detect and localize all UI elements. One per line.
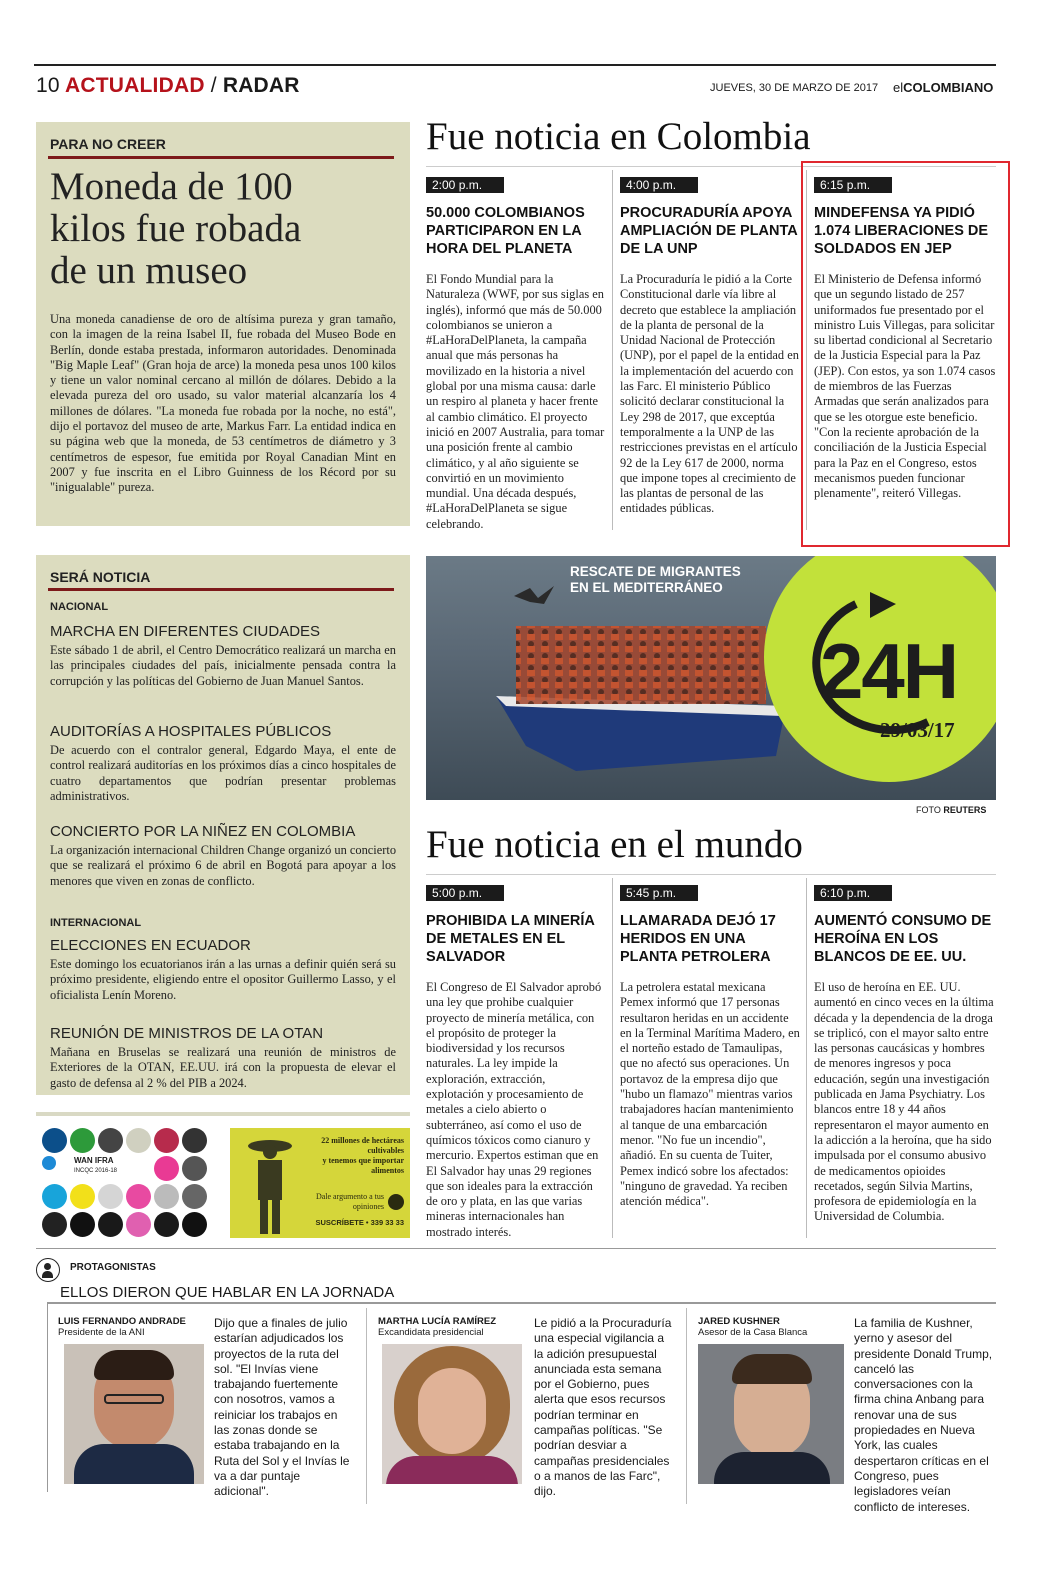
sera-noticia-headline: MARCHA EN DIFERENTES CIUDADES xyxy=(50,623,321,640)
protagonist-card-3[interactable] xyxy=(698,1316,998,1516)
person-role: Asesor de la Casa Blanca xyxy=(698,1327,808,1338)
para-no-creer-title[interactable]: Moneda de 100 kilos fue robada de un museo xyxy=(50,165,302,292)
sera-noticia-item[interactable] xyxy=(50,823,396,889)
news-headline[interactable]: PROHIBIDA LA MINERÍA DE METALES EN EL SALVADOR xyxy=(426,913,595,965)
photo-credit: FOTO REUTERS xyxy=(916,805,987,815)
top-rule xyxy=(34,64,996,66)
person-name: JARED KUSHNER xyxy=(698,1316,780,1327)
sera-noticia-item[interactable] xyxy=(50,623,396,689)
person-name: LUIS FERNANDO ANDRADE xyxy=(58,1316,186,1327)
protagonistas-subtitle: ELLOS DIERON QUE HABLAR EN LA JORNADA xyxy=(60,1284,395,1301)
person-quote: Dijo que a finales de julio estarían adjudicados los proyectos de la ruta del sol. "El Invías viene trabajando fuertemente con nosotros, vamos a reiniciar los trabajos en las zonas donde se estaba trabajando en la Ruta del Sol y el Invías le va a dar puntaje adicional". xyxy=(214,1316,350,1499)
mundo-top-rule xyxy=(426,874,996,875)
news-headline[interactable]: 50.000 COLOMBIANOS PARTICIPARON EN LA HORA DEL PLANETA xyxy=(426,205,585,257)
person-photo xyxy=(698,1344,844,1484)
sera-noticia-kicker: SERÁ NOTICIA xyxy=(50,569,151,585)
column-divider xyxy=(686,1308,687,1504)
news-headline[interactable]: LLAMARADA DEJÓ 17 HERIDOS EN UNA PLANTA PETROLERA xyxy=(620,913,776,965)
page-number: 10 xyxy=(36,74,60,97)
issue-date: JUEVES, 30 DE MARZO DE 2017 xyxy=(710,82,879,94)
sera-noticia-body: Este sábado 1 de abril, el Centro Democrático realizará un marcha en las principales ciudades del país, inicialmente pensada contra la corrupción y las políticas del Gobierno de Juan Manuel Santos. xyxy=(50,643,396,688)
sera-noticia-body: La organización internacional Children Change organizó un concierto que se realizará el próximo 6 de abril en Bogotá para apoyar a los menores que viven en zonas de conflicto. xyxy=(50,843,397,888)
protagonistas-left-rule xyxy=(47,1302,48,1492)
migrants-photo[interactable] xyxy=(426,556,996,800)
ad-headline: 22 millones de hectáreas cultivables y tenemos que importar alimentos xyxy=(321,1136,404,1175)
column-divider xyxy=(806,878,807,1238)
sera-noticia-headline: ELECCIONES EN ECUADOR xyxy=(50,937,251,954)
news-body: El Ministerio de Defensa informó que un segundo listado de 257 uniformados fue presentado por el ministro Luis Villegas, para solicitar su libertad condicional al Secretario de la Justicia Especial para la Paz (JEP). Con estos, ya son 1.074 casos de miembros de las Fuerzas Armadas que serán analizados para que se les otorgue este beneficio. "Con la reciente aprobación de la conciliación de la Justicia Especial para la Paz en el Congreso, estos mecanismos pueden funcionar plenamente", reiteró Villegas. xyxy=(814,272,996,501)
person-role: Presidente de la ANI xyxy=(58,1327,145,1338)
protagonistas-box xyxy=(48,1302,996,1304)
mundo-section-title: Fue noticia en el mundo xyxy=(426,823,803,866)
internacional-label: INTERNACIONAL xyxy=(50,917,142,929)
mundo-item-2[interactable] xyxy=(620,884,800,1209)
time-badge: 5:00 p.m. xyxy=(426,885,504,901)
registration-brand: WAN IFRA xyxy=(74,1156,114,1165)
sera-noticia-body: Este domingo los ecuatorianos irán a las urnas a definir quién será su próximo presidente, eligiendo entre el opositor Guillermo Lasso, y el oficialista Lenín Moreno. xyxy=(50,957,396,1002)
time-badge: 6:15 p.m. xyxy=(814,177,892,193)
person-icon xyxy=(36,1258,60,1282)
clock-icon xyxy=(388,1194,404,1210)
person-name: MARTHA LUCÍA RAMÍREZ xyxy=(378,1316,497,1327)
colombia-section-title: Fue noticia en Colombia xyxy=(426,115,811,158)
ad-subscribe[interactable]: SUSCRÍBETE • 339 33 33 xyxy=(315,1218,404,1227)
mundo-item-1[interactable] xyxy=(426,884,606,1240)
time-badge: 5:45 p.m. xyxy=(620,885,698,901)
person-quote: La familia de Kushner, yerno y asesor del presidente Donald Trump, canceló las conversaciones con la firma china Anbang para renovar una de sus propiedades en Nueva York, las cuales despertaron críticas en el Congreso, pues legisladores veían conflicto de intereses. xyxy=(854,1316,993,1514)
badge-24h-text: 24H xyxy=(820,627,958,715)
registration-sub: INCQC 2016-18 xyxy=(74,1168,118,1174)
registration-divider xyxy=(36,1112,410,1116)
badge-date: 29/03/17 xyxy=(880,718,955,742)
kicker-rule xyxy=(48,588,394,591)
subsection-name[interactable]: RADAR xyxy=(222,74,300,97)
page-header xyxy=(36,74,300,98)
person-photo xyxy=(64,1344,204,1484)
newspaper-logo[interactable]: elCOLOMBIANO xyxy=(893,80,994,95)
sera-noticia-body: De acuerdo con el contralor general, Edgardo Maya, el ente de control realizará auditorías en los próximos días a cinco hospitales de cuatro departamentos que podrían presentar problemas administrativos. xyxy=(50,743,396,803)
kicker-rule xyxy=(48,156,394,159)
time-badge: 6:10 p.m. xyxy=(814,885,892,901)
farmer-silhouette-icon xyxy=(240,1134,300,1234)
subscription-ad[interactable] xyxy=(230,1128,410,1238)
news-body: La Procuraduría le pidió a la Corte Constitucional darle vía libre al decreto que establece la ampliación de la planta de personal de la Unidad Nacional de Protección (UNP), por el papel de la entidad en la implementación del acuerdo con las Farc. El ministerio Público solicitó declarar constitucional la Ley 298 de 2017, que exceptúa temporalmente a la UNP de las restricciones previstas en el artículo 92 de la Ley 617 de 2000, norma que impone topes al crecimiento de las plantas de personal de las entidades públicas. xyxy=(620,272,799,516)
nacional-label: NACIONAL xyxy=(50,601,109,613)
person-role: Excandidata presidencial xyxy=(378,1327,484,1338)
protagonist-card-2[interactable] xyxy=(378,1316,678,1516)
person-photo xyxy=(382,1344,522,1484)
header-separator: / xyxy=(210,74,217,97)
para-no-creer-body: Una moneda canadiense de oro de altísima pureza y gran tamaño, con la imagen de la reina Isabel II, fue robada del Museo Bode en Berlín, donde estaba prestada, informaron autoridades. Denominada "Big Maple Leaf" (Gran hoja de arce) la moneda pesa unos 100 kilos y tiene un valor nominal cercano al millón de dólares. Debido a la elevada pureza del oro usado, su valor material alcanzaría los 4 millones de dólares. "La moneda fue robada por la noche, no está", dijo el portavoz del museo de arte, Markus Farr. La entidad indica en su página web que la moneda, de 53 centímetros de diámetro y 3 centímetros de espesor, fue emitida por Royal Canadian Mint en 2007 y fue inscrita en el Libro Guinness de los Récord por su "inigualable" pureza. xyxy=(50,312,396,495)
news-headline[interactable]: PROCURADURÍA APOYA AMPLIACIÓN DE PLANTA DE LA UNP xyxy=(620,205,798,257)
photo-caption: RESCATE DE MIGRANTES EN EL MEDITERRÁNEO xyxy=(570,564,741,595)
news-headline[interactable]: MINDEFENSA YA PIDIÓ 1.074 LIBERACIONES DE SOLDADOS EN JEP xyxy=(814,205,989,257)
sera-noticia-item[interactable] xyxy=(50,1025,396,1091)
colombia-item-3[interactable] xyxy=(814,176,996,501)
para-no-creer-box xyxy=(36,122,410,526)
ad-cta: Dale argumento a tus opiniones xyxy=(315,1192,384,1211)
news-body: La petrolera estatal mexicana Pemex informó que 17 personas resultaron heridas en un accidente en la Terminal Marítima Madero, en el norteño estado de Tamaulipas, que no afectó sus operaciones. Un portavoz de la empresa dijo que "hubo un flamazo" mientras varios trabajadores hacían mantenimiento al tanque de una embarcación menor. "No fue un incendio", añadió. En su cuenta de Tuiter, Pemex indicó sobre los afectados: "ninguno de gravedad. Ya reciben atención médica". xyxy=(620,980,800,1209)
section-name[interactable]: ACTUALIDAD xyxy=(65,74,205,97)
time-badge: 4:00 p.m. xyxy=(620,177,698,193)
colombia-item-2[interactable] xyxy=(620,176,800,517)
sera-noticia-headline: REUNIÓN DE MINISTROS DE LA OTAN xyxy=(50,1025,324,1042)
person-quote: Le pidió a la Procuraduría una especial vigilancia a la adición presupuestal anunciada esta semana por el Gobierno, pues alerta que esos recursos podrían terminar en campañas políticas. "Se podrían desviar a campañas presidenciales o a manos de las Farc", dijo. xyxy=(534,1316,672,1499)
sera-noticia-body: Mañana en Bruselas se realizará una reunión de ministros de Exteriores de la OTAN, EE.UU. irá con la propuesta de elevar el gasto de defensa al 2 % del PIB a 2024. xyxy=(50,1045,396,1090)
sera-noticia-item[interactable] xyxy=(50,723,396,804)
time-badge: 2:00 p.m. xyxy=(426,177,504,193)
protagonistas-kicker: PROTAGONISTAS xyxy=(70,1262,156,1273)
news-body: El Congreso de El Salvador aprobó una ley que prohibe cualquier proyecto de minería metálica, con el propósito de proteger la biodiversidad y los recursos naturales. La ley impide la exploración, extracción, explotación y procesamiento de metales a cielo abierto o subterráneo, así como el uso de químicos tóxicos como cianuro y mercurio. Expertos estiman que en El Salvador hay unas 29 regiones que son ideales para la extracción de oro y plata, en las que varias mineras internacionales han mostrado interés. xyxy=(426,980,602,1239)
protagonistas-rule xyxy=(36,1248,996,1249)
color-registration-block xyxy=(40,1124,210,1240)
sera-noticia-headline: CONCIERTO POR LA NIÑEZ EN COLOMBIA xyxy=(50,823,356,840)
colombia-item-1[interactable] xyxy=(426,176,606,532)
column-divider xyxy=(366,1308,367,1504)
sera-noticia-headline: AUDITORÍAS A HOSPITALES PÚBLICOS xyxy=(50,723,332,740)
mundo-item-3[interactable] xyxy=(814,884,996,1225)
news-headline[interactable]: AUMENTÓ CONSUMO DE HEROÍNA EN LOS BLANCOS DE EE. UU. xyxy=(814,913,992,965)
news-body: El Fondo Mundial para la Naturaleza (WWF, por sus siglas en inglés), informó que más de 50.000 colombianos se unieron a #LaHoraDelPlaneta, la campaña anual que más personas ha movilizado en la historia a nivel global por una misma causa: darle un respiro al planeta y hacer frente al cambio climático. El proyecto inició en 2007 Australia, para tomar una posición frente al cambio climático, y al año siguiente se convirtió en un movimiento mundial. Una década después, #LaHoraDelPlaneta se sigue celebrando. xyxy=(426,272,605,531)
protagonist-card-1[interactable] xyxy=(58,1316,358,1516)
column-divider xyxy=(612,170,613,530)
sera-noticia-box xyxy=(36,555,410,1095)
column-divider xyxy=(612,878,613,1238)
sera-noticia-item[interactable] xyxy=(50,937,396,1003)
para-no-creer-kicker: PARA NO CREER xyxy=(50,136,166,152)
news-body: El uso de heroína en EE. UU. aumentó en cinco veces en la última década y la dependencia de la droga se triplicó, con el mayor salto entre las personas caucásicas y hombres de menores ingresos y poca educación, según una investigación publicada en Jama Psychiatry. Los blancos entre 18 y 44 años representaron el mayor aumento en la adicción a la heroína, que ha sido impulsada por el consumo abusivo de medicamentos opioides recetados, según Silvia Martins, profesora de epidemiología en la Universidad de Columbia. xyxy=(814,980,994,1224)
